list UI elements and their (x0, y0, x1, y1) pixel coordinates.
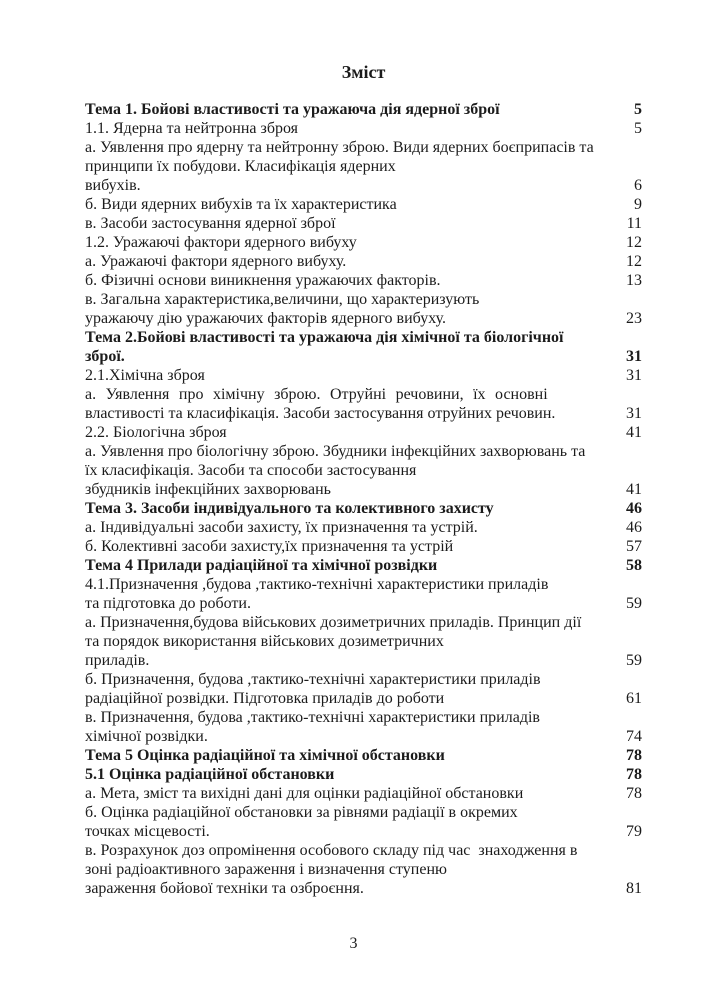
toc-line-text: вибухів. (85, 177, 141, 194)
toc-line (85, 214, 642, 233)
table-of-contents (85, 100, 642, 898)
toc-line-text: та порядок використання військових дозиметричних (85, 633, 444, 650)
toc-line-page-number: 41 (626, 481, 642, 498)
toc-line-text: зоні радіоактивного зараження і визначення ступеню (85, 861, 447, 878)
toc-line-text: а. Призначення,будова військових дозиметричних приладів. Принцип дії (85, 614, 582, 631)
toc-line (85, 651, 642, 670)
toc-line-text: зброї. (85, 348, 125, 365)
toc-line-text: б. Оцінка радіаційної обстановки за рівнями радіації в окремих (85, 804, 518, 821)
toc-line-text: б. Колективні засоби захисту,їх призначення та устрій (85, 538, 454, 555)
toc-line-page-number: 59 (626, 595, 642, 612)
toc-line-text: а. Уявлення про ядерну та нейтронну зброю. Види ядерних боєприпасів та (85, 139, 594, 156)
toc-line (85, 841, 642, 860)
toc-line-page-number: 78 (626, 747, 642, 764)
toc-line-text: приладів. (85, 652, 150, 669)
toc-line-text: б. Фізичні основи виникнення уражаючих факторів. (85, 272, 441, 289)
toc-line (85, 556, 642, 575)
toc-line (85, 727, 642, 746)
toc-line (85, 480, 642, 499)
toc-line (85, 119, 642, 138)
toc-line (85, 252, 642, 271)
toc-line (85, 385, 642, 404)
footer-page-number: 3 (349, 935, 358, 952)
toc-line-text: Тема 2.Бойові властивості та уражаюча дія хімічної та біологічної (85, 329, 564, 346)
toc-line (85, 708, 642, 727)
toc-line-text: зараження бойової техніки та озброєння. (85, 880, 364, 897)
toc-line (85, 613, 642, 632)
toc-line (85, 233, 642, 252)
toc-line-text: хімічної розвідки. (85, 728, 208, 745)
toc-line-text: Тема 4 Прилади радіаційної та хімічної розвідки (85, 557, 438, 574)
toc-line-text: 2.2. Біологічна зброя (85, 424, 227, 441)
toc-line-text: 2.1.Хімічна зброя (85, 367, 205, 384)
toc-line-page-number: 58 (626, 557, 642, 574)
toc-line-page-number: 78 (626, 785, 642, 802)
toc-line-page-number: 6 (634, 177, 642, 194)
toc-line-text: 1.1. Ядерна та нейтронна зброя (85, 120, 299, 137)
toc-line-text: 5.1 Оцінка радіаційної обстановки (85, 766, 335, 783)
toc-line (85, 860, 642, 879)
toc-line-text: а. Уявлення про біологічну зброю. Збудники інфекційних захворювань та (85, 443, 586, 460)
toc-line-text: та підготовка до роботи. (85, 595, 251, 612)
toc-line (85, 404, 642, 423)
toc-line-text: в. Загальна характеристика,величини, що характеризують (85, 291, 480, 308)
toc-line-text: в. Засоби застосування ядерної зброї (85, 215, 336, 232)
toc-line-page-number: 23 (626, 310, 642, 327)
toc-line (85, 822, 642, 841)
toc-line-text: Тема 5 Оцінка радіаційної та хімічної обстановки (85, 747, 445, 764)
toc-line (85, 157, 642, 176)
toc-line-text: 4.1.Призначення ,будова ,тактико-технічні характеристики приладів (85, 576, 549, 593)
toc-line-page-number: 11 (626, 215, 642, 232)
toc-line (85, 879, 642, 898)
toc-line (85, 499, 642, 518)
toc-line (85, 575, 642, 594)
toc-line-page-number: 31 (626, 405, 642, 422)
toc-line (85, 309, 642, 328)
toc-line-text: б. Призначення, будова ,тактико-технічні характеристики приладів (85, 671, 541, 688)
page-title: Зміст (341, 62, 386, 82)
toc-line-page-number: 46 (626, 519, 642, 536)
toc-line-page-number: 79 (626, 823, 642, 840)
toc-line-page-number: 74 (626, 728, 642, 745)
toc-line (85, 442, 642, 461)
toc-line-text: властивості та класифікація. Засоби застосування отруйних речовин. (85, 405, 556, 422)
toc-line-page-number: 31 (626, 348, 642, 365)
toc-line-text: уражаючу дію уражаючих факторів ядерного вибуху. (85, 310, 446, 327)
toc-line (85, 461, 642, 480)
toc-line-page-number: 46 (626, 500, 642, 517)
toc-line-text: в. Призначення, будова ,тактико-технічні характеристики приладів (85, 709, 540, 726)
toc-line-text: радіаційної розвідки. Підготовка приладів до роботи (85, 690, 445, 707)
toc-line-page-number: 81 (626, 880, 642, 897)
toc-line (85, 347, 642, 366)
toc-line-page-number: 57 (626, 538, 642, 555)
toc-line (85, 366, 642, 385)
toc-line (85, 632, 642, 651)
toc-line-text: а. Уявлення про хімічну зброю. Отруйні речовини, їх основні (85, 386, 548, 403)
toc-line-page-number: 61 (626, 690, 642, 707)
toc-line-text: 1.2. Уражаючі фактори ядерного вибуху (85, 234, 357, 251)
toc-line-text: а. Індивідуальні засоби захисту, їх призначення та устрій. (85, 519, 478, 536)
toc-line (85, 138, 642, 157)
toc-line-text: Тема 1. Бойові властивості та уражаюча дія ядерної зброї (85, 101, 500, 118)
toc-line-text: а. Уражаючі фактори ядерного вибуху. (85, 253, 347, 270)
toc-line (85, 784, 642, 803)
toc-line (85, 271, 642, 290)
toc-line (85, 537, 642, 556)
toc-line-text: збудників інфекційних захворювань (85, 481, 331, 498)
toc-line-page-number: 59 (626, 652, 642, 669)
toc-line (85, 328, 642, 347)
toc-line (85, 290, 642, 309)
toc-line-text: Тема 3. Засоби індивідуального та колективного захисту (85, 500, 494, 517)
toc-line (85, 746, 642, 765)
toc-line (85, 195, 642, 214)
toc-line-page-number: 13 (626, 272, 642, 289)
toc-line (85, 689, 642, 708)
toc-line (85, 765, 642, 784)
toc-line-text: в. Розрахунок доз опромінення особового складу під час знаходження в (85, 842, 578, 859)
toc-line-page-number: 5 (634, 120, 642, 137)
toc-line (85, 670, 642, 689)
toc-line-page-number: 31 (626, 367, 642, 384)
toc-line-page-number: 78 (626, 766, 642, 783)
toc-line-page-number: 5 (634, 101, 642, 118)
toc-line (85, 518, 642, 537)
toc-line-page-number: 12 (626, 234, 642, 251)
toc-line (85, 100, 642, 119)
toc-line (85, 594, 642, 613)
toc-line-text: а. Мета, зміст та вихідні дані для оцінки радіаційної обстановки (85, 785, 524, 802)
toc-line-page-number: 12 (626, 253, 642, 270)
toc-line (85, 423, 642, 442)
toc-line-page-number: 41 (626, 424, 642, 441)
toc-line-text: принципи їх побудови. Класифікація ядерних (85, 158, 396, 175)
toc-line-text: б. Види ядерних вибухів та їх характеристика (85, 196, 397, 213)
toc-line-text: точках місцевості. (85, 823, 210, 840)
toc-line (85, 176, 642, 195)
toc-line-page-number: 9 (634, 196, 642, 213)
toc-line-text: їх класифікація. Засоби та способи застосування (85, 462, 417, 479)
toc-line (85, 803, 642, 822)
